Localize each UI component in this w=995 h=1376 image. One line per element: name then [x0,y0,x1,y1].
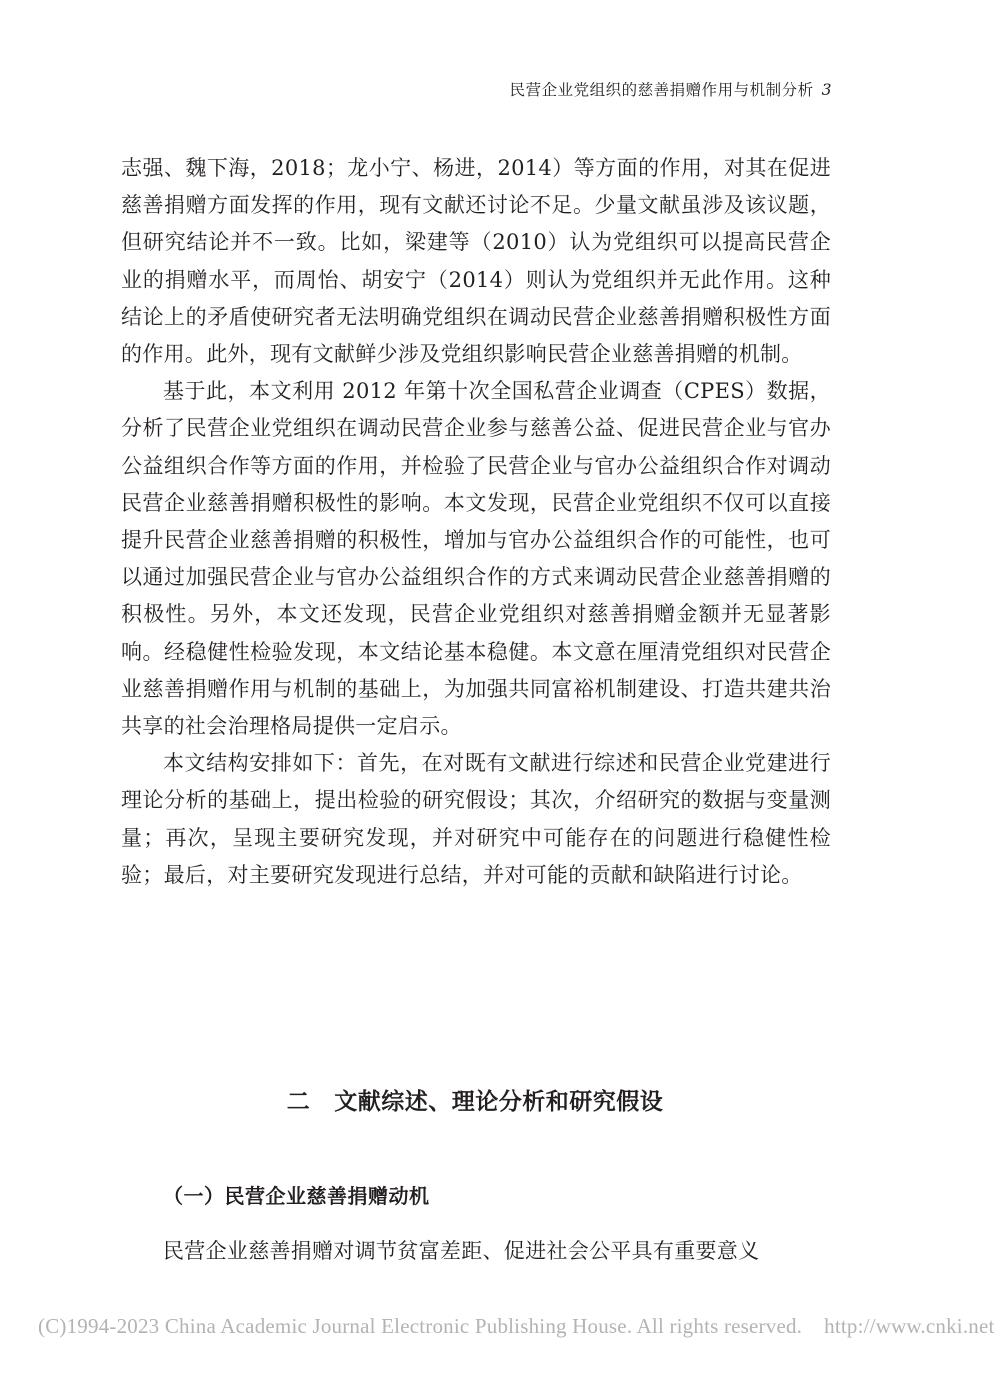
copyright-text: (C)1994-2023 China Academic Journal Electronic Publishing House. All rights reserved. [38,1314,803,1338]
page-number: 3 [821,81,832,99]
paragraph-continued: 志强、魏下海，2018；龙小宁、杨进，2014）等方面的作用，对其在促进慈善捐赠方面发挥的作用，现有文献还讨论不足。少量文献虽涉及该议题，但研究结论并不一致。比如，梁建等（2010）认为党组织可以提高民营企业的捐赠水平，而周怡、胡安宁（2014）则认为党组织并无此作用。这种结论上的矛盾使研究者无法明确党组织在调动民营企业慈善捐赠积极性方面的作用。此外，现有文献鲜少涉及党组织影响民营企业慈善捐赠的机制。 [121,156,831,367]
section-heading [0,1083,950,1116]
section-number: 二 [286,1089,311,1115]
section-title: 文献综述、理论分析和研究假设 [334,1089,664,1115]
running-title: 民营企业党组织的慈善捐赠作用与机制分析 [509,81,814,99]
copyright-footer [38,1314,995,1339]
footer-url[interactable]: http://www.cnki.net [824,1314,995,1338]
paragraph-structure: 本文结构安排如下：首先，在对既有文献进行综述和民营企业党建进行理论分析的基础上，提出检验的研究假设；其次，介绍研究的数据与变量测量；再次，呈现主要研究发现，并对研究中可能存在的问题进行稳健性检验；最后，对主要研究发现进行总结，并对可能的贡献和缺陷进行讨论。 [121,751,831,887]
subsection-heading: （一）民营企业慈善捐赠动机 [163,1184,430,1208]
body-text [121,150,831,894]
paragraph-findings: 基于此，本文利用 2012 年第十次全国私营企业调查（CPES）数据，分析了民营企业党组织在调动民营企业参与慈善公益、促进民营企业与官办公益组织合作等方面的作用，并检验了民营企业与官办公益组织合作对调动民营企业慈善捐赠积极性的影响。本文发现，民营企业党组织不仅可以直接提升民营企业慈善捐赠的积极性，增加与官办公益组织合作的可能性，也可以通过加强民营企业与官办公益组织合作的方式来调动民营企业慈善捐赠的积极性。另外，本文还发现，民营企业党组织对慈善捐赠金额并无显著影响。经稳健性检验发现，本文结论基本稳健。本文意在厘清党组织对民营企业慈善捐赠作用与机制的基础上，为加强共同富裕机制建设、打造共建共治共享的社会治理格局提供一定启示。 [121,379,831,739]
running-header [510,78,832,100]
paragraph-start: 民营企业慈善捐赠对调节贫富差距、促进社会公平具有重要意义 [163,1239,760,1263]
